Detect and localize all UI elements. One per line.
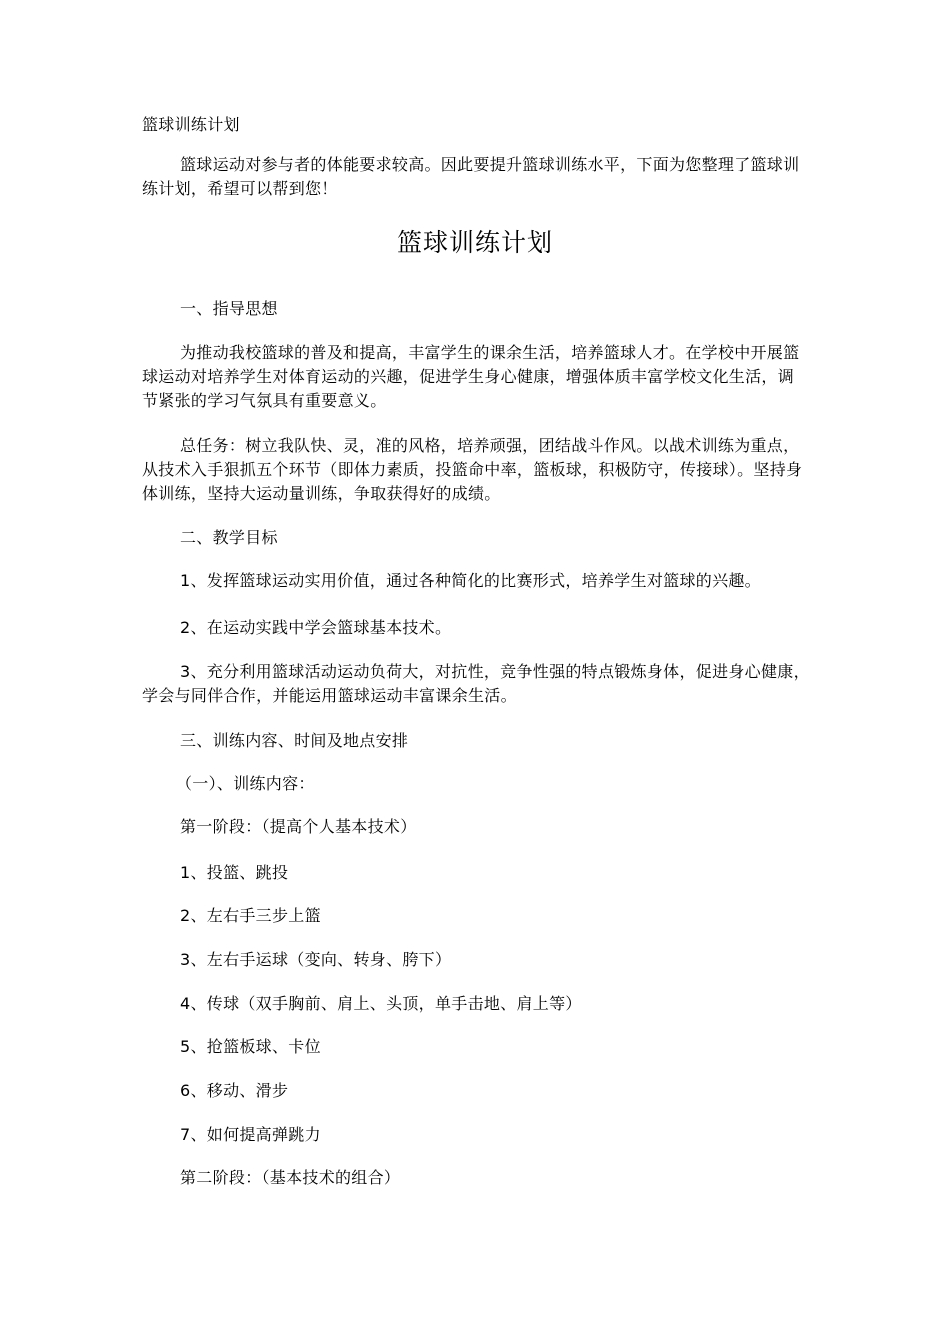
subheading-training-content: （一）、训练内容： [176,774,315,793]
teaching-goal-3: 3、充分利用篮球活动运动负荷大，对抗性，竞争性强的特点锻炼身体，促进身心健康，学会与同伴合作，并能运用篮球运动丰富课余生活。 [142,662,810,705]
intro-paragraph: 篮球运动对参与者的体能要求较高。因此要提升篮球训练水平，下面为您整理了篮球训练计划，希望可以帮到您！ [142,155,800,198]
list-item: 2、左右手三步上篮 [180,906,321,925]
document-small-title: 篮球训练计划 [142,115,240,134]
list-item: 6、移动、滑步 [180,1081,289,1100]
document-main-title: 篮球训练计划 [396,228,553,257]
list-item: 7、如何提高弹跳力 [180,1125,321,1144]
list-item: 3、左右手运球（变向、转身、胯下） [180,950,452,969]
teaching-goal-1: 1、发挥篮球运动实用价值，通过各种简化的比赛形式，培养学生对篮球的兴趣。 [180,571,761,590]
overall-task-paragraph: 总任务：树立我队快、灵，准的风格，培养顽强，团结战斗作风。以战术训练为重点，从技术入手狠抓五个环节（即体力素质，投篮命中率，篮板球，积极防守，传接球）。坚持身体训练，坚持大运动量训练，争取获得好的成绩。 [142,436,803,503]
list-item: 5、抢篮板球、卡位 [180,1037,321,1056]
stage-2-heading: 第二阶段：（基本技术的组合） [180,1168,401,1187]
list-item: 1、投篮、跳投 [180,863,289,882]
section-heading-guiding-ideology: 一、指导思想 [180,299,278,318]
stage-1-heading: 第一阶段：（提高个人基本技术） [180,817,417,836]
section-heading-training-arrangement: 三、训练内容、时间及地点安排 [180,731,409,750]
section-heading-teaching-goals: 二、教学目标 [180,528,278,547]
guiding-ideology-paragraph: 为推动我校篮球的普及和提高，丰富学生的课余生活，培养篮球人才。在学校中开展篮球运动对培养学生对体育运动的兴趣，促进学生身心健康，增强体质丰富学校文化生活，调节紧张的学习气氛具有重要意义。 [142,343,800,410]
list-item: 4、传球（双手胸前、肩上、头顶，单手击地、肩上等） [180,994,582,1013]
teaching-goal-2: 2、在运动实践中学会篮球基本技术。 [180,618,452,637]
